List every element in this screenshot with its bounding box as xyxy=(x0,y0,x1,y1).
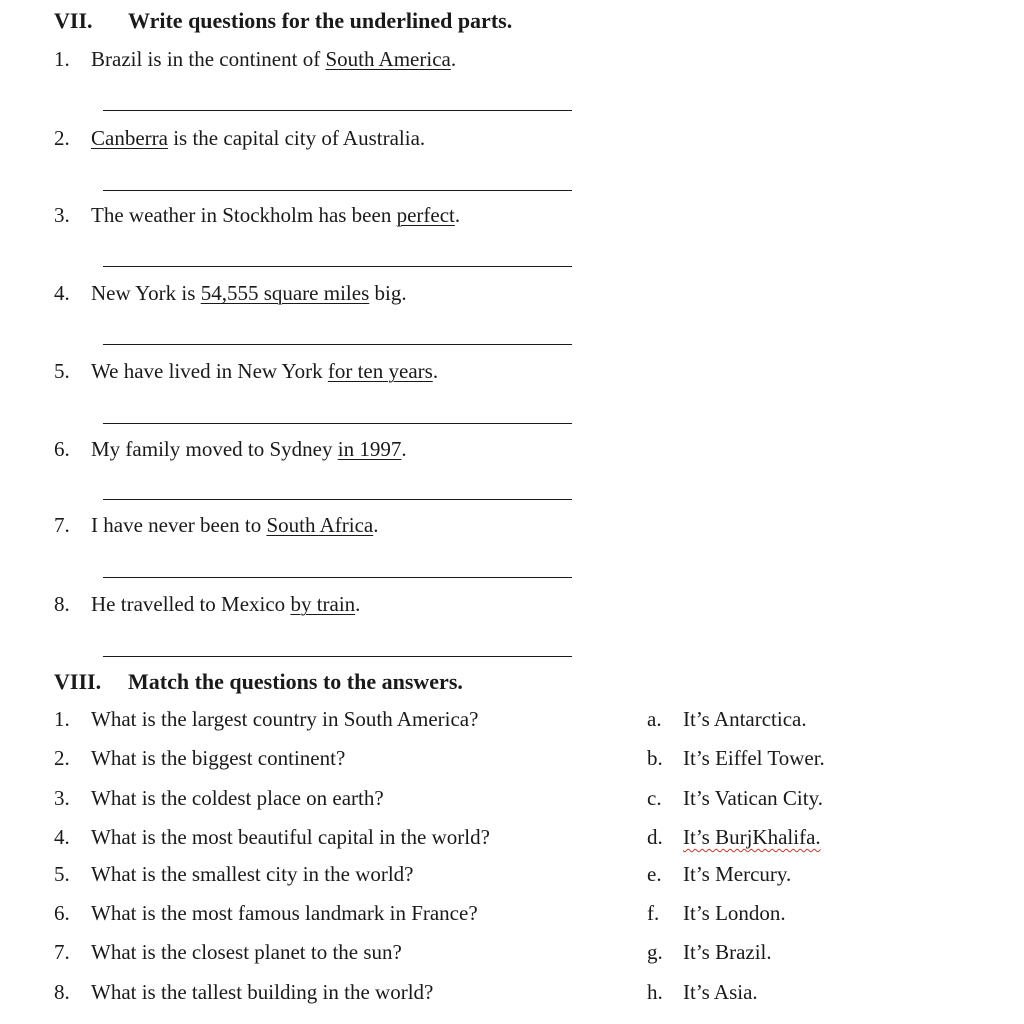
section-7-heading xyxy=(54,8,512,34)
answer-letter: f. xyxy=(647,901,660,925)
section-8-heading xyxy=(54,669,463,695)
item-number: 2. xyxy=(54,126,70,150)
answer-line[interactable] xyxy=(103,344,572,345)
question-text: What is the coldest place on earth? xyxy=(91,786,384,810)
question-number: 8. xyxy=(54,980,70,1004)
answer-line[interactable] xyxy=(103,656,572,657)
answer-text: It’s London. xyxy=(683,901,786,925)
question-text: What is the largest country in South America? xyxy=(91,707,479,731)
section-7-number: VII. xyxy=(54,8,93,33)
answer-letter: g. xyxy=(647,940,663,964)
underlined-part: by train xyxy=(290,592,356,616)
spellcheck-word: It’s BurjKhalifa. xyxy=(683,825,821,849)
question-text: What is the smallest city in the world? xyxy=(91,862,414,886)
answer-letter: c. xyxy=(647,786,662,810)
item-sentence: My family moved to Sydney in 1997. xyxy=(91,437,407,461)
question-text: What is the most beautiful capital in the world? xyxy=(91,825,490,849)
item-number: 5. xyxy=(54,359,70,383)
question-text: What is the biggest continent? xyxy=(91,746,346,770)
item-sentence: I have never been to South Africa. xyxy=(91,513,379,537)
answer-text xyxy=(683,825,821,850)
underlined-part: Canberra xyxy=(91,126,168,150)
item-sentence: Brazil is in the continent of South America. xyxy=(91,47,457,71)
question-number: 3. xyxy=(54,786,70,810)
item-sentence: Canberra is the capital city of Australia. xyxy=(91,126,426,150)
underlined-part: perfect xyxy=(396,203,455,227)
answer-text: It’s Antarctica. xyxy=(683,707,807,731)
answer-letter: h. xyxy=(647,980,663,1004)
item-number: 6. xyxy=(54,437,70,461)
question-number: 2. xyxy=(54,746,70,770)
question-text: What is the most famous landmark in France? xyxy=(91,901,478,925)
item-sentence: We have lived in New York for ten years. xyxy=(91,359,439,383)
answer-letter: b. xyxy=(647,746,663,770)
answer-line[interactable] xyxy=(103,190,572,191)
answer-text: It’s Vatican City. xyxy=(683,786,823,810)
answer-line[interactable] xyxy=(103,266,572,267)
question-number: 5. xyxy=(54,862,70,886)
underlined-part: South Africa xyxy=(266,513,374,537)
answer-letter: e. xyxy=(647,862,662,886)
item-number: 3. xyxy=(54,203,70,227)
question-number: 1. xyxy=(54,707,70,731)
underlined-part: 54,555 square miles xyxy=(200,281,370,305)
item-number: 1. xyxy=(54,47,70,71)
item-sentence: He travelled to Mexico by train. xyxy=(91,592,361,616)
item-sentence: The weather in Stockholm has been perfect. xyxy=(91,203,461,227)
item-number: 7. xyxy=(54,513,70,537)
question-number: 6. xyxy=(54,901,70,925)
answer-line[interactable] xyxy=(103,577,572,578)
answer-text: It’s Eiffel Tower. xyxy=(683,746,825,770)
question-text: What is the tallest building in the world? xyxy=(91,980,434,1004)
answer-line[interactable] xyxy=(103,423,572,424)
underlined-part: in 1997 xyxy=(337,437,402,461)
item-number: 8. xyxy=(54,592,70,616)
answer-letter: a. xyxy=(647,707,662,731)
underlined-part: South America xyxy=(325,47,451,71)
section-8-title: Match the questions to the answers. xyxy=(128,669,463,694)
item-number: 4. xyxy=(54,281,70,305)
section-8-number: VIII. xyxy=(54,669,102,694)
question-number: 7. xyxy=(54,940,70,964)
answer-line[interactable] xyxy=(103,499,572,500)
answer-line[interactable] xyxy=(103,110,572,111)
question-text: What is the closest planet to the sun? xyxy=(91,940,402,964)
section-7-title: Write questions for the underlined parts. xyxy=(128,8,513,33)
answer-text: It’s Asia. xyxy=(683,980,758,1004)
underlined-part: for ten years xyxy=(327,359,433,383)
question-number: 4. xyxy=(54,825,70,849)
answer-text: It’s Brazil. xyxy=(683,940,772,964)
item-sentence: New York is 54,555 square miles big. xyxy=(91,281,407,305)
answer-letter: d. xyxy=(647,825,663,849)
answer-text: It’s Mercury. xyxy=(683,862,792,886)
